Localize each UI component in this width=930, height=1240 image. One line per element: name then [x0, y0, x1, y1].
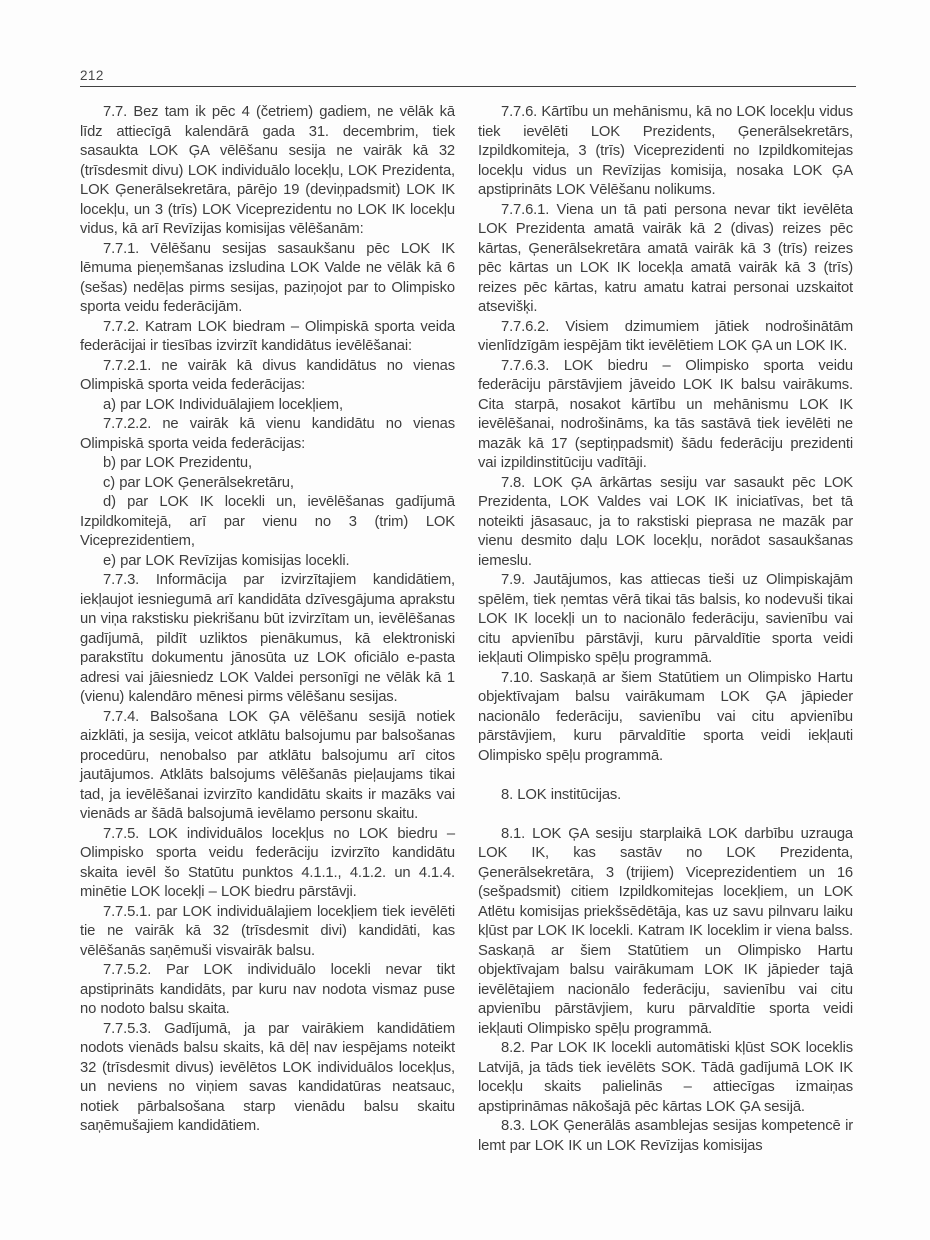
paragraph-7-7-2-2: 7.7.2.2. ne vairāk kā vienu kandidātu no vienas Olimpiskā sporta veida federācijas: [80, 416, 455, 452]
column-right [478, 103, 853, 1156]
page-number: 212 [80, 68, 104, 83]
paragraph-7-7-6: 7.7.6. Kārtību un mehānismu, kā no LOK locekļu vidus tiek ievēlēti LOK Prezidents, Ģenerālsekretārs, Izpildkomiteja, 3 (trīs) Viceprezidenti no Izpildkomitejas locekļu vidus un Revīzijas komisija, nosaka LOK ĢA apstiprināts LOK Vēlēšanu nolikums. [478, 104, 853, 198]
paragraph-7-7-5: 7.7.5. LOK individuālos locekļus no LOK biedru – Olimpisko sporta veidu federāciju izvirzīto kandidātu skaita ievēl šo Statūtu punktos 4.1.1., 4.1.2. un 4.1.4. minētie LOK locekļi – LOK biedru pārstāvji. [80, 825, 455, 900]
paragraph-7-7: 7.7. Bez tam ik pēc 4 (četriem) gadiem, ne vēlāk kā līdz attiecīgā kalendārā gada 31. decembrim, tiek sasaukta LOK ĢA vēlēšanu sesija ne vairāk kā 32 (trīsdesmit divu) LOK individuālo locekļu, LOK Prezidenta, LOK Ģenerālsekretāra, pārējo 19 (deviņpadsmit) LOK IK locekļu, un 3 (trīs) LOK Viceprezidentu no LOK IK locekļu vidus, kā arī Revīzijas komisijas vēlēšanām: [80, 104, 455, 237]
paragraph-7-7-2: 7.7.2. Katram LOK biedram – Olimpiskā sporta veida federācijai ir tiesības izvirzīt kandidātus ievēlēšanai: [80, 318, 455, 354]
paragraph-7-7-4: 7.7.4. Balsošana LOK ĢA vēlēšanu sesijā notiek aizklāti, ja sesija, veicot atklātu balsojumu par balsošanas procedūru, nenobalso par atklātu balsojumu arī citos jautājumos. Atklāts balsojums vēlēšanās pieļaujams tikai tad, ja ievēlēšanai izvirzīto kandidātu skaits ir mazāks vai vienāds ar šādā balsojumā ievēlamo personu skaitu. [80, 708, 455, 822]
paragraph-8-3: 8.3. LOK Ģenerālās asamblejas sesijas kompetencē ir lemt par LOK IK un LOK Revīzijas komisijas [478, 1118, 853, 1154]
paragraph-7-7-6-3: 7.7.6.3. LOK biedru – Olimpisko sporta veidu federāciju pārstāvjiem jāveido LOK IK balsu vairākums. Cita starpā, nosakot kārtību un mehānismu LOK IK ievēlēšanai, nodrošināms, ka tās sastāvā tiek ievēlēti ne mazāk kā 17 (septiņpadsmit) šādu federāciju prezidenti vai izpildinstitūciju vadītāji. [478, 357, 853, 471]
two-column-text-block [80, 103, 856, 1156]
list-item-e: e) par LOK Revīzijas komisijas locekli. [103, 552, 350, 569]
column-left [80, 103, 455, 1156]
page-header [80, 68, 856, 87]
list-item-b: b) par LOK Prezidentu, [103, 455, 252, 471]
paragraph-7-7-5-3: 7.7.5.3. Gadījumā, ja par vairākiem kandidātiem nodots vienāds balsu skaits, kā dēļ nav iespējams noteikt 32 (trīsdesmit divus) ievēlētos LOK individuālos locekļus, un neviens no viņiem savas kandidatūras neatsauc, notiek pārbalsošana starp vienādu balsu skaitu saņēmušajiem kandidātiem. [80, 1020, 455, 1134]
paragraph-7-7-1: 7.7.1. Vēlēšanu sesijas sasaukšanu pēc LOK IK lēmuma pieņemšanas izsludina LOK Valde ne vēlāk kā 6 (sešas) nedēļas pirms sesijas, paziņojot par to Olimpisko sporta veidu federācijām. [80, 240, 455, 315]
paragraph-7-7-2-1: 7.7.2.1. ne vairāk kā divus kandidātus no vienas Olimpiskā sporta veida federācijas: [80, 357, 455, 393]
section-heading-8: 8. LOK institūcijas. [501, 786, 622, 803]
header-rule [80, 86, 856, 87]
paragraph-7-9: 7.9. Jautājumos, kas attiecas tieši uz Olimpiskajām spēlēm, tiek ņemtas vērā tikai tās balsis, ko nodevuši tikai LOK IK locekļi un to nacionālo federāciju, savienību vai citu apvienību pārstāvji, kuru pārvaldītie sporta veidi iekļauti Olimpisko spēļu programmā. [478, 572, 853, 666]
paragraph-7-7-6-1: 7.7.6.1. Viena un tā pati persona nevar tikt ievēlēta LOK Prezidenta amatā vairāk kā 2 (divas) reizes pēc kārtas, Ģenerālsekretāra amatā vairāk kā 3 (trīs) reizes pēc kārtas un LOK IK locekļa amatā vairāk kā 3 (trīs) reizes pēc kārtas, katru amatu katrai personai uzskaitot atsevišķi. [478, 201, 853, 315]
paragraph-7-7-5-1: 7.7.5.1. par LOK individuālajiem locekļiem tiek ievēlēti tie ne vairāk kā 32 (trīsdesmit divi) kandidāti, kas vēlēšanās saņēmuši visvairāk balsu. [80, 903, 455, 959]
paragraph-7-10: 7.10. Saskaņā ar šiem Statūtiem un Olimpisko Hartu objektīvajam balsu vairākumam LOK ĢA jāpieder nacionālo federāciju, savienību vai citu apvienību pārstāvjiem, kuru pārvaldītie sporta veidi iekļauti Olimpisko spēļu programmā. [478, 669, 853, 764]
paragraph-7-7-3: 7.7.3. Informācija par izvirzītajiem kandidātiem, iekļaujot iesniegumā arī kandidāta dzīvesgājuma aprakstu un viņa rakstisku piekrišanu būt izvirzītam un, ievēlēšanas gadījumā, pildīt uzliktos pienākumus, kā elektroniski parakstītu dokumentu jānosūta uz LOK oficiālo e-pasta adresi vai jāiesniedz LOK Valdei personīgi ne vēlāk kā 1 (vienu) kalendāro mēnesi pirms vēlēšanu sesijas. [80, 572, 455, 705]
paragraph-7-8: 7.8. LOK ĢA ārkārtas sesiju var sasaukt pēc LOK Prezidenta, LOK Valdes vai LOK IK iniciatīvas, bet tā noteikti jāsasauc, ja to rakstiski pieprasa ne mazāk par vienu desmito daļu LOK locekļu, norādot sasaukšanas iemeslu. [478, 474, 853, 569]
paragraph-8-2: 8.2. Par LOK IK locekli automātiski kļūst SOK loceklis Latvijā, ja tāds tiek ievēlēts SOK. Tādā gadījumā LOK IK locekļu skaits palielinās – attiecīgas izmaiņas apstiprināmas nākošajā pēc kārtas LOK ĢA sesijā. [478, 1040, 853, 1115]
paragraph-7-7-5-2: 7.7.5.2. Par LOK individuālo locekli nevar tikt apstiprināts kandidāts, par kuru nav nodota vismaz puse no nodoto balsu skaita. [80, 962, 455, 1017]
list-item-c: c) par LOK Ģenerālsekretāru, [103, 474, 294, 491]
paragraph-7-7-6-2: 7.7.6.2. Visiem dzimumiem jātiek nodrošinātām vienlīdzīgām iespējām tikt ievēlētiem LOK ĢA un LOK IK. [478, 318, 853, 354]
paragraph-8-1: 8.1. LOK ĢA sesiju starplaikā LOK darbību uzrauga LOK IK, kas sastāv no LOK Prezidenta, Ģenerālsekretāra, 3 (trijiem) Viceprezidentiem un 16 (sešpadsmit) citiem Izpildkomitejas locekļiem, un LOK Atlētu komisijas priekšsēdētāja, kas uz savu pilnvaru laiku kļūst par LOK IK locekli. Katram IK loceklim ir viena balss. Saskaņā ar šiem Statūtiem un Olimpisko Hartu objektīvajam balsu vairākumam LOK IK jāpieder tajā ievēlētajiem nacionālo federāciju, savienību vai citu apvienību pārstāvjiem, kuru pārvaldītie sporta veidi iekļauti Olimpisko spēļu programmā. [478, 825, 853, 1037]
list-item-a: a) par LOK Individuālajiem locekļiem, [103, 396, 343, 413]
list-item-d: d) par LOK IK locekli un, ievēlēšanas gadījumā Izpildkomitejā, arī par vienu no 3 (trim) LOK Viceprezidentiem, [80, 494, 455, 549]
